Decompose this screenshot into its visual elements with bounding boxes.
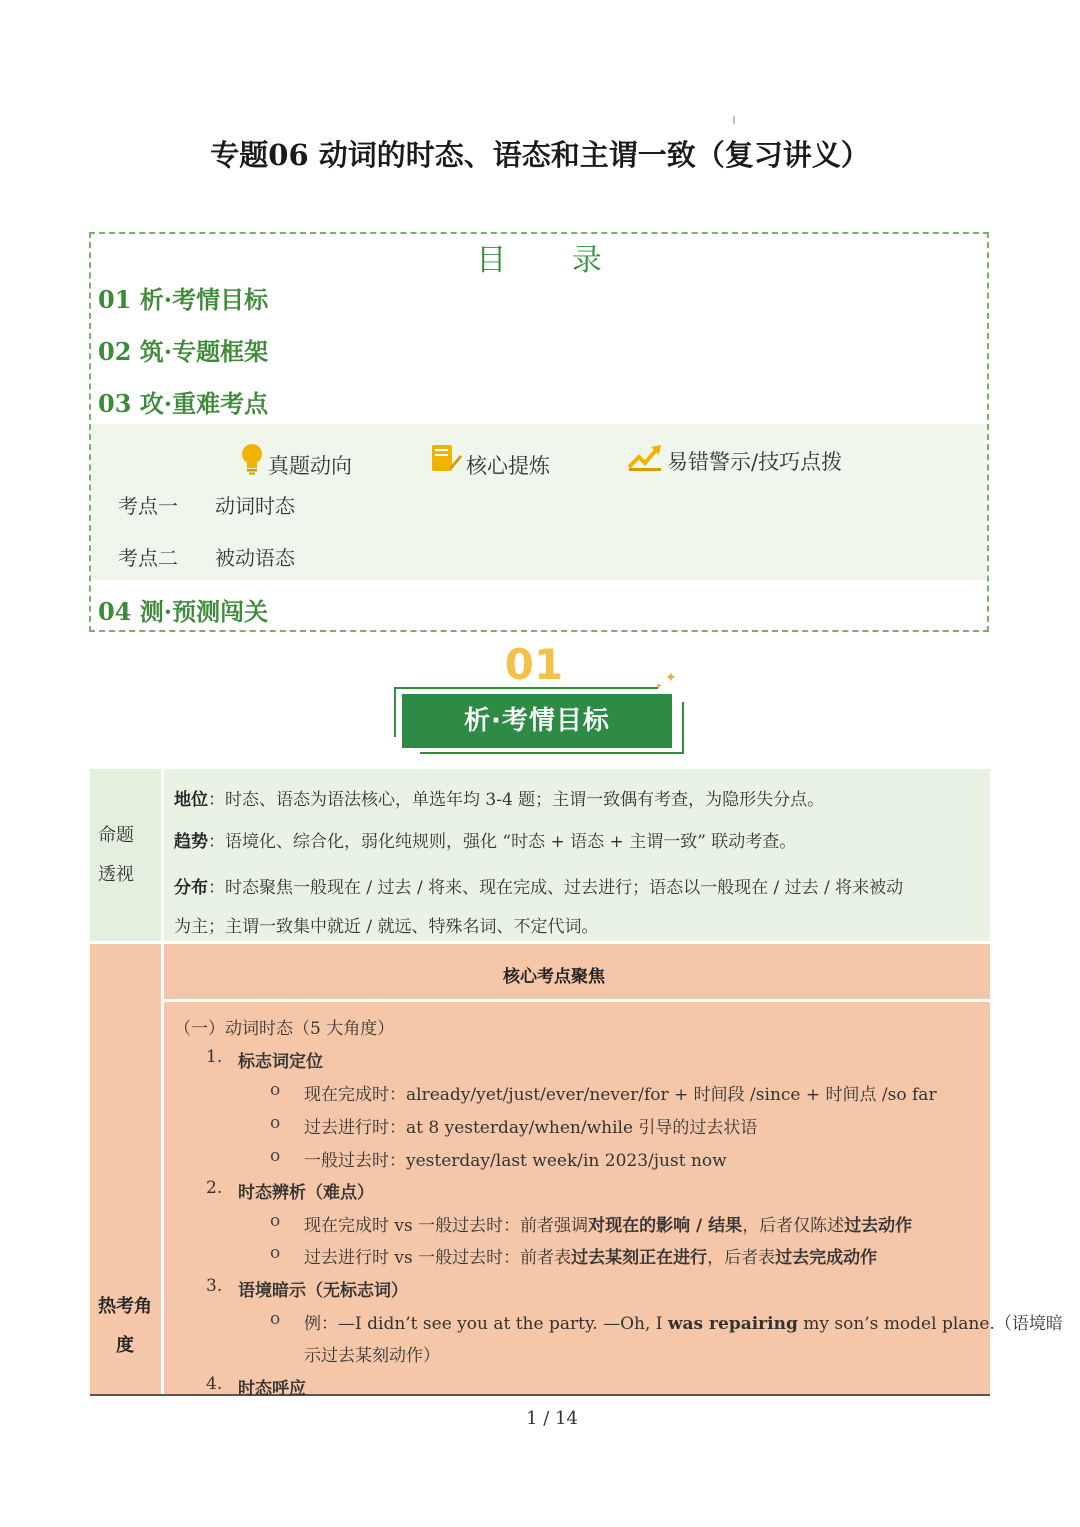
stray-mark — [733, 116, 735, 124]
toc-item-02[interactable]: 02 筑·专题框架 — [98, 337, 269, 366]
legend-hexin[interactable] — [430, 443, 550, 480]
legend-label: 真题动向 — [268, 454, 352, 478]
bullet: o — [270, 1080, 281, 1100]
item-number: 4. — [206, 1374, 223, 1394]
bullet: o — [270, 1113, 281, 1133]
kaodian-2-label: 考点二 — [118, 546, 178, 570]
kaodian-1-label: 考点一 — [118, 494, 178, 518]
row-label: 度 — [116, 1335, 134, 1356]
bullet: o — [270, 1309, 281, 1329]
section-title-badge: 析·考情目标 — [402, 694, 672, 748]
list-item: 现在完成时 vs 一般过去时：前者强调对现在的影响 / 结果，后者仅陈述过去动作 — [304, 1216, 913, 1236]
legend-yicuo[interactable] — [627, 443, 842, 476]
sparkle-icon: ✦ — [665, 670, 677, 686]
legend-label: 易错警示/技巧点拨 — [667, 450, 843, 474]
bullet: o — [270, 1146, 281, 1166]
distribution-paragraph-cont: 为主；主谓一致集中就近 / 就远、特殊名词、不定代词。 — [174, 917, 599, 937]
kaodian-1-value[interactable]: 动词时态 — [215, 494, 295, 518]
toc-item-04[interactable]: 04 测·预测闯关 — [98, 597, 269, 626]
kaodian-2-value[interactable]: 被动语态 — [215, 546, 295, 570]
list-item: 一般过去时：yesterday/last week/in 2023/just now — [304, 1151, 727, 1171]
sparkle-icon: ✦ — [655, 682, 663, 692]
lightbulb-icon — [240, 443, 264, 480]
status-paragraph: 地位：时态、语态为语法核心，单选年均 3-4 题；主谓一致偶有考查，为隐形失分点。 — [174, 790, 825, 810]
bullet: o — [270, 1243, 281, 1263]
row-label: 热考角 — [98, 1296, 152, 1317]
toc-heading: 目 录 — [476, 243, 630, 278]
legend-label: 核心提炼 — [466, 454, 550, 478]
notebook-pencil-icon — [430, 443, 462, 480]
item-title: 时态呼应 — [238, 1379, 306, 1399]
list-item: 例：—I didn’t see you at the party. —Oh, I was repairing my son’s model plane.（语境暗 — [304, 1314, 1063, 1334]
item-title: 时态辨析（难点） — [238, 1183, 374, 1203]
toc-item-03[interactable]: 03 攻·重难考点 — [98, 389, 269, 418]
item-number: 1. — [206, 1047, 223, 1067]
intro-line: （一）动词时态（5 大角度） — [174, 1019, 395, 1039]
trend-chart-icon — [627, 443, 663, 476]
item-number: 3. — [206, 1276, 223, 1296]
bullet: o — [270, 1211, 281, 1231]
section-number: 01 — [504, 640, 564, 689]
table-bottom-rule — [90, 1394, 990, 1396]
toc-item-01[interactable]: 01 析·考情目标 — [98, 285, 269, 314]
row-label: 透视 — [98, 864, 134, 885]
item-title: 语境暗示（无标志词） — [238, 1281, 408, 1301]
list-item: 现在完成时：already/yet/just/ever/never/for + 时间段 /since + 时间点 /so far — [304, 1085, 937, 1105]
legend-zhenti[interactable] — [240, 443, 352, 480]
section-header: 核心考点聚焦 — [503, 967, 605, 987]
item-title: 标志词定位 — [238, 1052, 323, 1072]
list-item-cont: 示过去某刻动作） — [304, 1346, 440, 1366]
page-number: 1 / 14 — [526, 1408, 578, 1429]
trend-paragraph: 趋势：语境化、综合化，弱化纯规则，强化 “时态 + 语态 + 主谓一致” 联动考查。 — [174, 832, 797, 852]
distribution-paragraph: 分布：时态聚焦一般现在 / 过去 / 将来、现在完成、过去进行；语态以一般现在 / 过去 / 将来被动 — [174, 878, 904, 898]
list-item: 过去进行时 vs 一般过去时：前者表过去某刻正在进行，后者表过去完成动作 — [304, 1248, 878, 1268]
list-item: 过去进行时：at 8 yesterday/when/while 引导的过去状语 — [304, 1118, 758, 1138]
row-label: 命题 — [98, 825, 134, 846]
document-title: 专题06 动词的时态、语态和主谓一致（复习讲义） — [210, 138, 870, 172]
item-number: 2. — [206, 1178, 223, 1198]
